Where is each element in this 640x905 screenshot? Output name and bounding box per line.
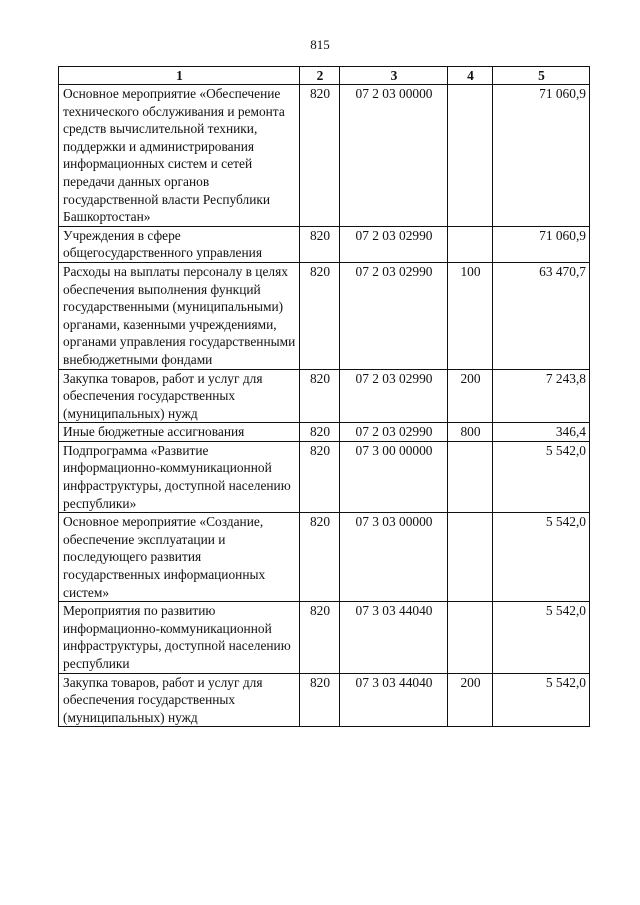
row-amount: 7 243,8 bbox=[493, 369, 590, 423]
table-row bbox=[59, 423, 590, 442]
row-vr: 200 bbox=[448, 673, 493, 727]
row-csr: 07 2 03 02990 bbox=[340, 369, 448, 423]
row-ved: 820 bbox=[300, 226, 340, 262]
row-ved: 820 bbox=[300, 369, 340, 423]
row-amount: 5 542,0 bbox=[493, 673, 590, 727]
row-amount: 71 060,9 bbox=[493, 85, 590, 227]
row-vr bbox=[448, 226, 493, 262]
table-row bbox=[59, 441, 590, 512]
row-csr: 07 2 03 02990 bbox=[340, 423, 448, 442]
row-name: Мероприятия по развитию информационно-коммуникационной инфраструктуры, доступной населению республики bbox=[59, 602, 300, 673]
row-vr: 100 bbox=[448, 262, 493, 369]
row-ved: 820 bbox=[300, 513, 340, 602]
row-ved: 820 bbox=[300, 85, 340, 227]
column-header-5: 5 bbox=[493, 67, 590, 85]
row-name: Закупка товаров, работ и услуг для обеспечения государственных (муниципальных) нужд bbox=[59, 369, 300, 423]
row-amount: 5 542,0 bbox=[493, 602, 590, 673]
row-csr: 07 2 03 02990 bbox=[340, 262, 448, 369]
row-ved: 820 bbox=[300, 262, 340, 369]
row-vr bbox=[448, 602, 493, 673]
row-amount: 63 470,7 bbox=[493, 262, 590, 369]
page-number: 815 bbox=[310, 37, 330, 52]
row-ved: 820 bbox=[300, 602, 340, 673]
table-row bbox=[59, 673, 590, 727]
row-amount: 5 542,0 bbox=[493, 441, 590, 512]
row-name: Основное мероприятие «Обеспечение технического обслуживания и ремонта средств вычислительной техники, поддержки и администрирования информационных систем и сетей передачи данных органов государственной власти Республики Башкортостан» bbox=[59, 85, 300, 227]
row-amount: 5 542,0 bbox=[493, 513, 590, 602]
table-row bbox=[59, 602, 590, 673]
row-name: Основное мероприятие «Создание, обеспечение эксплуатации и последующего развития государственных информационных систем» bbox=[59, 513, 300, 602]
row-name: Расходы на выплаты персоналу в целях обеспечения выполнения функций государственными (муниципальными) органами, казенными учреждениями, органами управления государственными внебюджетными фондами bbox=[59, 262, 300, 369]
row-vr: 800 bbox=[448, 423, 493, 442]
row-csr: 07 3 03 44040 bbox=[340, 673, 448, 727]
row-name: Иные бюджетные ассигнования bbox=[59, 423, 300, 442]
column-header-3: 3 bbox=[340, 67, 448, 85]
table-row bbox=[59, 369, 590, 423]
column-header-1: 1 bbox=[59, 67, 300, 85]
table-row bbox=[59, 226, 590, 262]
row-vr bbox=[448, 441, 493, 512]
table-row bbox=[59, 85, 590, 227]
row-ved: 820 bbox=[300, 673, 340, 727]
table-row bbox=[59, 513, 590, 602]
budget-table bbox=[58, 66, 590, 727]
row-name: Подпрограмма «Развитие информационно-коммуникационной инфраструктуры, доступной населению республики» bbox=[59, 441, 300, 512]
row-csr: 07 2 03 00000 bbox=[340, 85, 448, 227]
row-vr bbox=[448, 85, 493, 227]
table-row bbox=[59, 262, 590, 369]
row-csr: 07 3 00 00000 bbox=[340, 441, 448, 512]
column-header-2: 2 bbox=[300, 67, 340, 85]
row-ved: 820 bbox=[300, 423, 340, 442]
table-header-row bbox=[59, 67, 590, 85]
row-csr: 07 2 03 02990 bbox=[340, 226, 448, 262]
row-vr: 200 bbox=[448, 369, 493, 423]
row-vr bbox=[448, 513, 493, 602]
row-csr: 07 3 03 44040 bbox=[340, 602, 448, 673]
row-name: Закупка товаров, работ и услуг для обеспечения государственных (муниципальных) нужд bbox=[59, 673, 300, 727]
row-name: Учреждения в сфере общегосударственного управления bbox=[59, 226, 300, 262]
row-amount: 346,4 bbox=[493, 423, 590, 442]
column-header-4: 4 bbox=[448, 67, 493, 85]
row-ved: 820 bbox=[300, 441, 340, 512]
row-amount: 71 060,9 bbox=[493, 226, 590, 262]
row-csr: 07 3 03 00000 bbox=[340, 513, 448, 602]
